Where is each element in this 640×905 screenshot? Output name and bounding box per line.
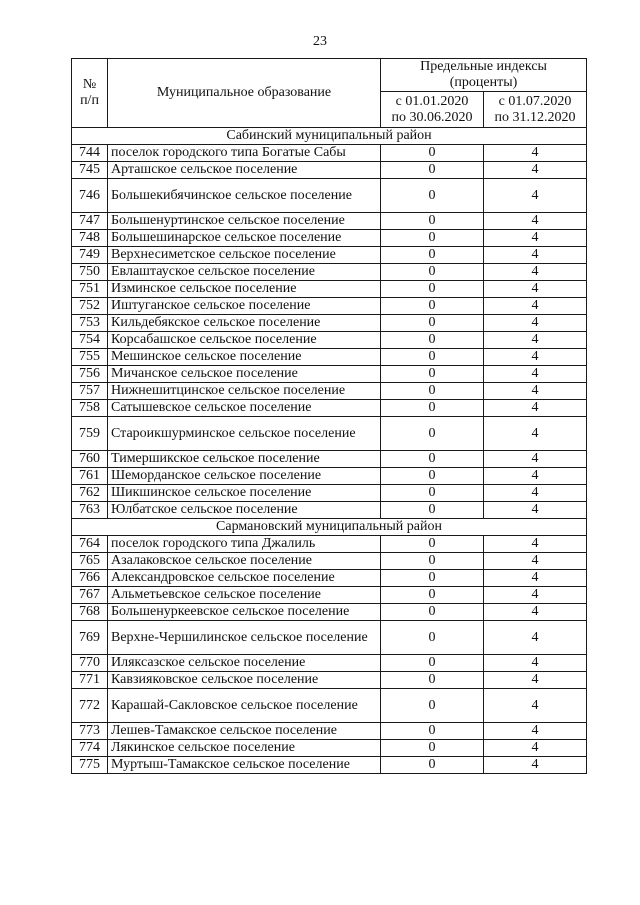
index-period-1: 0 — [381, 689, 484, 723]
table-row — [72, 179, 587, 213]
municipality-name: Карашай-Сакловское сельское поселение — [108, 689, 381, 723]
row-number: 748 — [72, 230, 108, 247]
header-num — [72, 59, 108, 128]
municipality-name: Староикшурминское сельское поселение — [108, 417, 381, 451]
index-period-1: 0 — [381, 672, 484, 689]
row-number: 769 — [72, 621, 108, 655]
row-number: 765 — [72, 553, 108, 570]
table-row — [72, 757, 587, 774]
district-header-row — [72, 519, 587, 536]
municipality-name: Верхне-Чершилинское сельское поселение — [108, 621, 381, 655]
index-period-1: 0 — [381, 621, 484, 655]
table-row — [72, 417, 587, 451]
municipality-name: Нижнешитцинское сельское поселение — [108, 383, 381, 400]
municipality-name: Муртыш-Тамакское сельское поселение — [108, 757, 381, 774]
municipality-name: Тимершикское сельское поселение — [108, 451, 381, 468]
table-row — [72, 604, 587, 621]
index-period-2: 4 — [484, 604, 587, 621]
index-period-2: 4 — [484, 230, 587, 247]
table-row — [72, 740, 587, 757]
row-number: 768 — [72, 604, 108, 621]
index-period-2: 4 — [484, 349, 587, 366]
table-row — [72, 587, 587, 604]
index-period-2: 4 — [484, 213, 587, 230]
municipality-name: Кильдебякское сельское поселение — [108, 315, 381, 332]
index-period-1: 0 — [381, 417, 484, 451]
index-period-2: 4 — [484, 400, 587, 417]
index-period-1: 0 — [381, 570, 484, 587]
index-period-2: 4 — [484, 247, 587, 264]
table-row — [72, 621, 587, 655]
municipality-name: Азалаковское сельское поселение — [108, 553, 381, 570]
municipality-name: Александровское сельское поселение — [108, 570, 381, 587]
index-table — [71, 58, 587, 774]
header-period-1 — [381, 92, 484, 128]
index-period-2: 4 — [484, 655, 587, 672]
index-period-2: 4 — [484, 468, 587, 485]
table-body — [72, 128, 587, 774]
municipality-name: Сатышевское сельское поселение — [108, 400, 381, 417]
municipality-name: Лякинское сельское поселение — [108, 740, 381, 757]
index-period-2: 4 — [484, 332, 587, 349]
table-row — [72, 451, 587, 468]
index-period-2: 4 — [484, 740, 587, 757]
table-row — [72, 570, 587, 587]
municipality-name: Юлбатское сельское поселение — [108, 502, 381, 519]
index-period-2: 4 — [484, 672, 587, 689]
municipality-name: Большешинарское сельское поселение — [108, 230, 381, 247]
row-number: 770 — [72, 655, 108, 672]
page-number: 23 — [313, 34, 327, 49]
row-number: 753 — [72, 315, 108, 332]
row-number: 758 — [72, 400, 108, 417]
index-period-1: 0 — [381, 400, 484, 417]
district-title: Сабинский муниципальный район — [72, 128, 587, 145]
index-period-2: 4 — [484, 536, 587, 553]
table-row — [72, 536, 587, 553]
table-row — [72, 383, 587, 400]
index-period-1: 0 — [381, 213, 484, 230]
index-period-2: 4 — [484, 281, 587, 298]
row-number: 775 — [72, 757, 108, 774]
table-row — [72, 349, 587, 366]
header-period-2-label: с 01.07.2020 по 31.12.2020 — [494, 93, 576, 125]
index-period-1: 0 — [381, 366, 484, 383]
municipality-name: Мешинское сельское поселение — [108, 349, 381, 366]
header-indices-group — [381, 59, 587, 92]
row-number: 744 — [72, 145, 108, 162]
table-row — [72, 468, 587, 485]
municipality-name: Корсабашское сельское поселение — [108, 332, 381, 349]
header-municipality-label: Муниципальное образование — [156, 85, 332, 100]
table-row — [72, 332, 587, 349]
index-period-1: 0 — [381, 298, 484, 315]
table-row — [72, 723, 587, 740]
index-period-1: 0 — [381, 145, 484, 162]
municipality-name: Изминское сельское поселение — [108, 281, 381, 298]
table-row — [72, 298, 587, 315]
row-number: 760 — [72, 451, 108, 468]
municipality-name: Лешев-Тамакское сельское поселение — [108, 723, 381, 740]
index-period-2: 4 — [484, 162, 587, 179]
index-period-1: 0 — [381, 485, 484, 502]
municipality-name: Большекибячинское сельское поселение — [108, 179, 381, 213]
municipality-name: Иштуганское сельское поселение — [108, 298, 381, 315]
index-period-1: 0 — [381, 468, 484, 485]
index-period-2: 4 — [484, 689, 587, 723]
index-period-1: 0 — [381, 587, 484, 604]
table-row — [72, 213, 587, 230]
table-row — [72, 230, 587, 247]
row-number: 747 — [72, 213, 108, 230]
row-number: 757 — [72, 383, 108, 400]
index-period-2: 4 — [484, 587, 587, 604]
municipality-name: Шикшинское сельское поселение — [108, 485, 381, 502]
row-number: 752 — [72, 298, 108, 315]
index-period-2: 4 — [484, 145, 587, 162]
index-period-2: 4 — [484, 502, 587, 519]
index-period-1: 0 — [381, 349, 484, 366]
table-row — [72, 553, 587, 570]
index-period-2: 4 — [484, 179, 587, 213]
header-period-1-label: с 01.01.2020 по 30.06.2020 — [391, 93, 473, 125]
table-row — [72, 281, 587, 298]
municipality-name: Альметьевское сельское поселение — [108, 587, 381, 604]
index-period-2: 4 — [484, 264, 587, 281]
row-number: 755 — [72, 349, 108, 366]
index-period-1: 0 — [381, 332, 484, 349]
table-row — [72, 247, 587, 264]
index-period-2: 4 — [484, 451, 587, 468]
row-number: 756 — [72, 366, 108, 383]
district-header-row — [72, 128, 587, 145]
municipality-name: Мичанское сельское поселение — [108, 366, 381, 383]
index-period-1: 0 — [381, 179, 484, 213]
index-period-2: 4 — [484, 757, 587, 774]
table-row — [72, 485, 587, 502]
row-number: 750 — [72, 264, 108, 281]
municipality-name: поселок городского типа Джалиль — [108, 536, 381, 553]
table-row — [72, 502, 587, 519]
district-title: Сармановский муниципальный район — [72, 519, 587, 536]
index-period-1: 0 — [381, 502, 484, 519]
index-period-2: 4 — [484, 417, 587, 451]
row-number: 751 — [72, 281, 108, 298]
row-number: 754 — [72, 332, 108, 349]
index-period-1: 0 — [381, 740, 484, 757]
row-number: 763 — [72, 502, 108, 519]
table-row — [72, 145, 587, 162]
index-period-2: 4 — [484, 383, 587, 400]
table-row — [72, 366, 587, 383]
row-number: 767 — [72, 587, 108, 604]
municipality-name: Евлаштауское сельское поселение — [108, 264, 381, 281]
row-number: 771 — [72, 672, 108, 689]
header-period-2 — [484, 92, 587, 128]
municipality-name: Кавзияковское сельское поселение — [108, 672, 381, 689]
table-header — [72, 59, 587, 128]
index-period-1: 0 — [381, 757, 484, 774]
index-period-1: 0 — [381, 264, 484, 281]
index-period-1: 0 — [381, 230, 484, 247]
row-number: 774 — [72, 740, 108, 757]
table-row — [72, 689, 587, 723]
index-period-2: 4 — [484, 485, 587, 502]
index-period-1: 0 — [381, 655, 484, 672]
index-period-1: 0 — [381, 536, 484, 553]
table-row — [72, 655, 587, 672]
index-period-2: 4 — [484, 315, 587, 332]
row-number: 764 — [72, 536, 108, 553]
municipality-name: Большенуркеевское сельское поселение — [108, 604, 381, 621]
table-row — [72, 672, 587, 689]
header-indices-label: Предельные индексы (проценты) — [420, 59, 547, 91]
index-period-1: 0 — [381, 553, 484, 570]
municipality-name: Арташское сельское поселение — [108, 162, 381, 179]
municipality-name: Верхнесиметское сельское поселение — [108, 247, 381, 264]
row-number: 772 — [72, 689, 108, 723]
row-number: 745 — [72, 162, 108, 179]
municipality-name: Шеморданское сельское поселение — [108, 468, 381, 485]
row-number: 762 — [72, 485, 108, 502]
index-period-1: 0 — [381, 247, 484, 264]
municipality-name: поселок городского типа Богатые Сабы — [108, 145, 381, 162]
index-period-1: 0 — [381, 451, 484, 468]
municipality-name: Иляксазское сельское поселение — [108, 655, 381, 672]
municipality-name: Большенyртинское сельское поселение — [108, 213, 381, 230]
index-period-2: 4 — [484, 553, 587, 570]
index-period-2: 4 — [484, 621, 587, 655]
index-period-1: 0 — [381, 162, 484, 179]
table-row — [72, 315, 587, 332]
index-period-2: 4 — [484, 570, 587, 587]
header-municipality — [108, 59, 381, 128]
row-number: 766 — [72, 570, 108, 587]
index-period-1: 0 — [381, 723, 484, 740]
row-number: 773 — [72, 723, 108, 740]
row-number: 759 — [72, 417, 108, 451]
table-row — [72, 264, 587, 281]
index-period-1: 0 — [381, 604, 484, 621]
table-row — [72, 162, 587, 179]
index-period-1: 0 — [381, 383, 484, 400]
index-period-1: 0 — [381, 281, 484, 298]
index-period-2: 4 — [484, 723, 587, 740]
index-period-1: 0 — [381, 315, 484, 332]
index-period-2: 4 — [484, 366, 587, 383]
row-number: 746 — [72, 179, 108, 213]
table-row — [72, 400, 587, 417]
row-number: 749 — [72, 247, 108, 264]
index-period-2: 4 — [484, 298, 587, 315]
row-number: 761 — [72, 468, 108, 485]
header-num-label: № п/п — [80, 77, 99, 108]
